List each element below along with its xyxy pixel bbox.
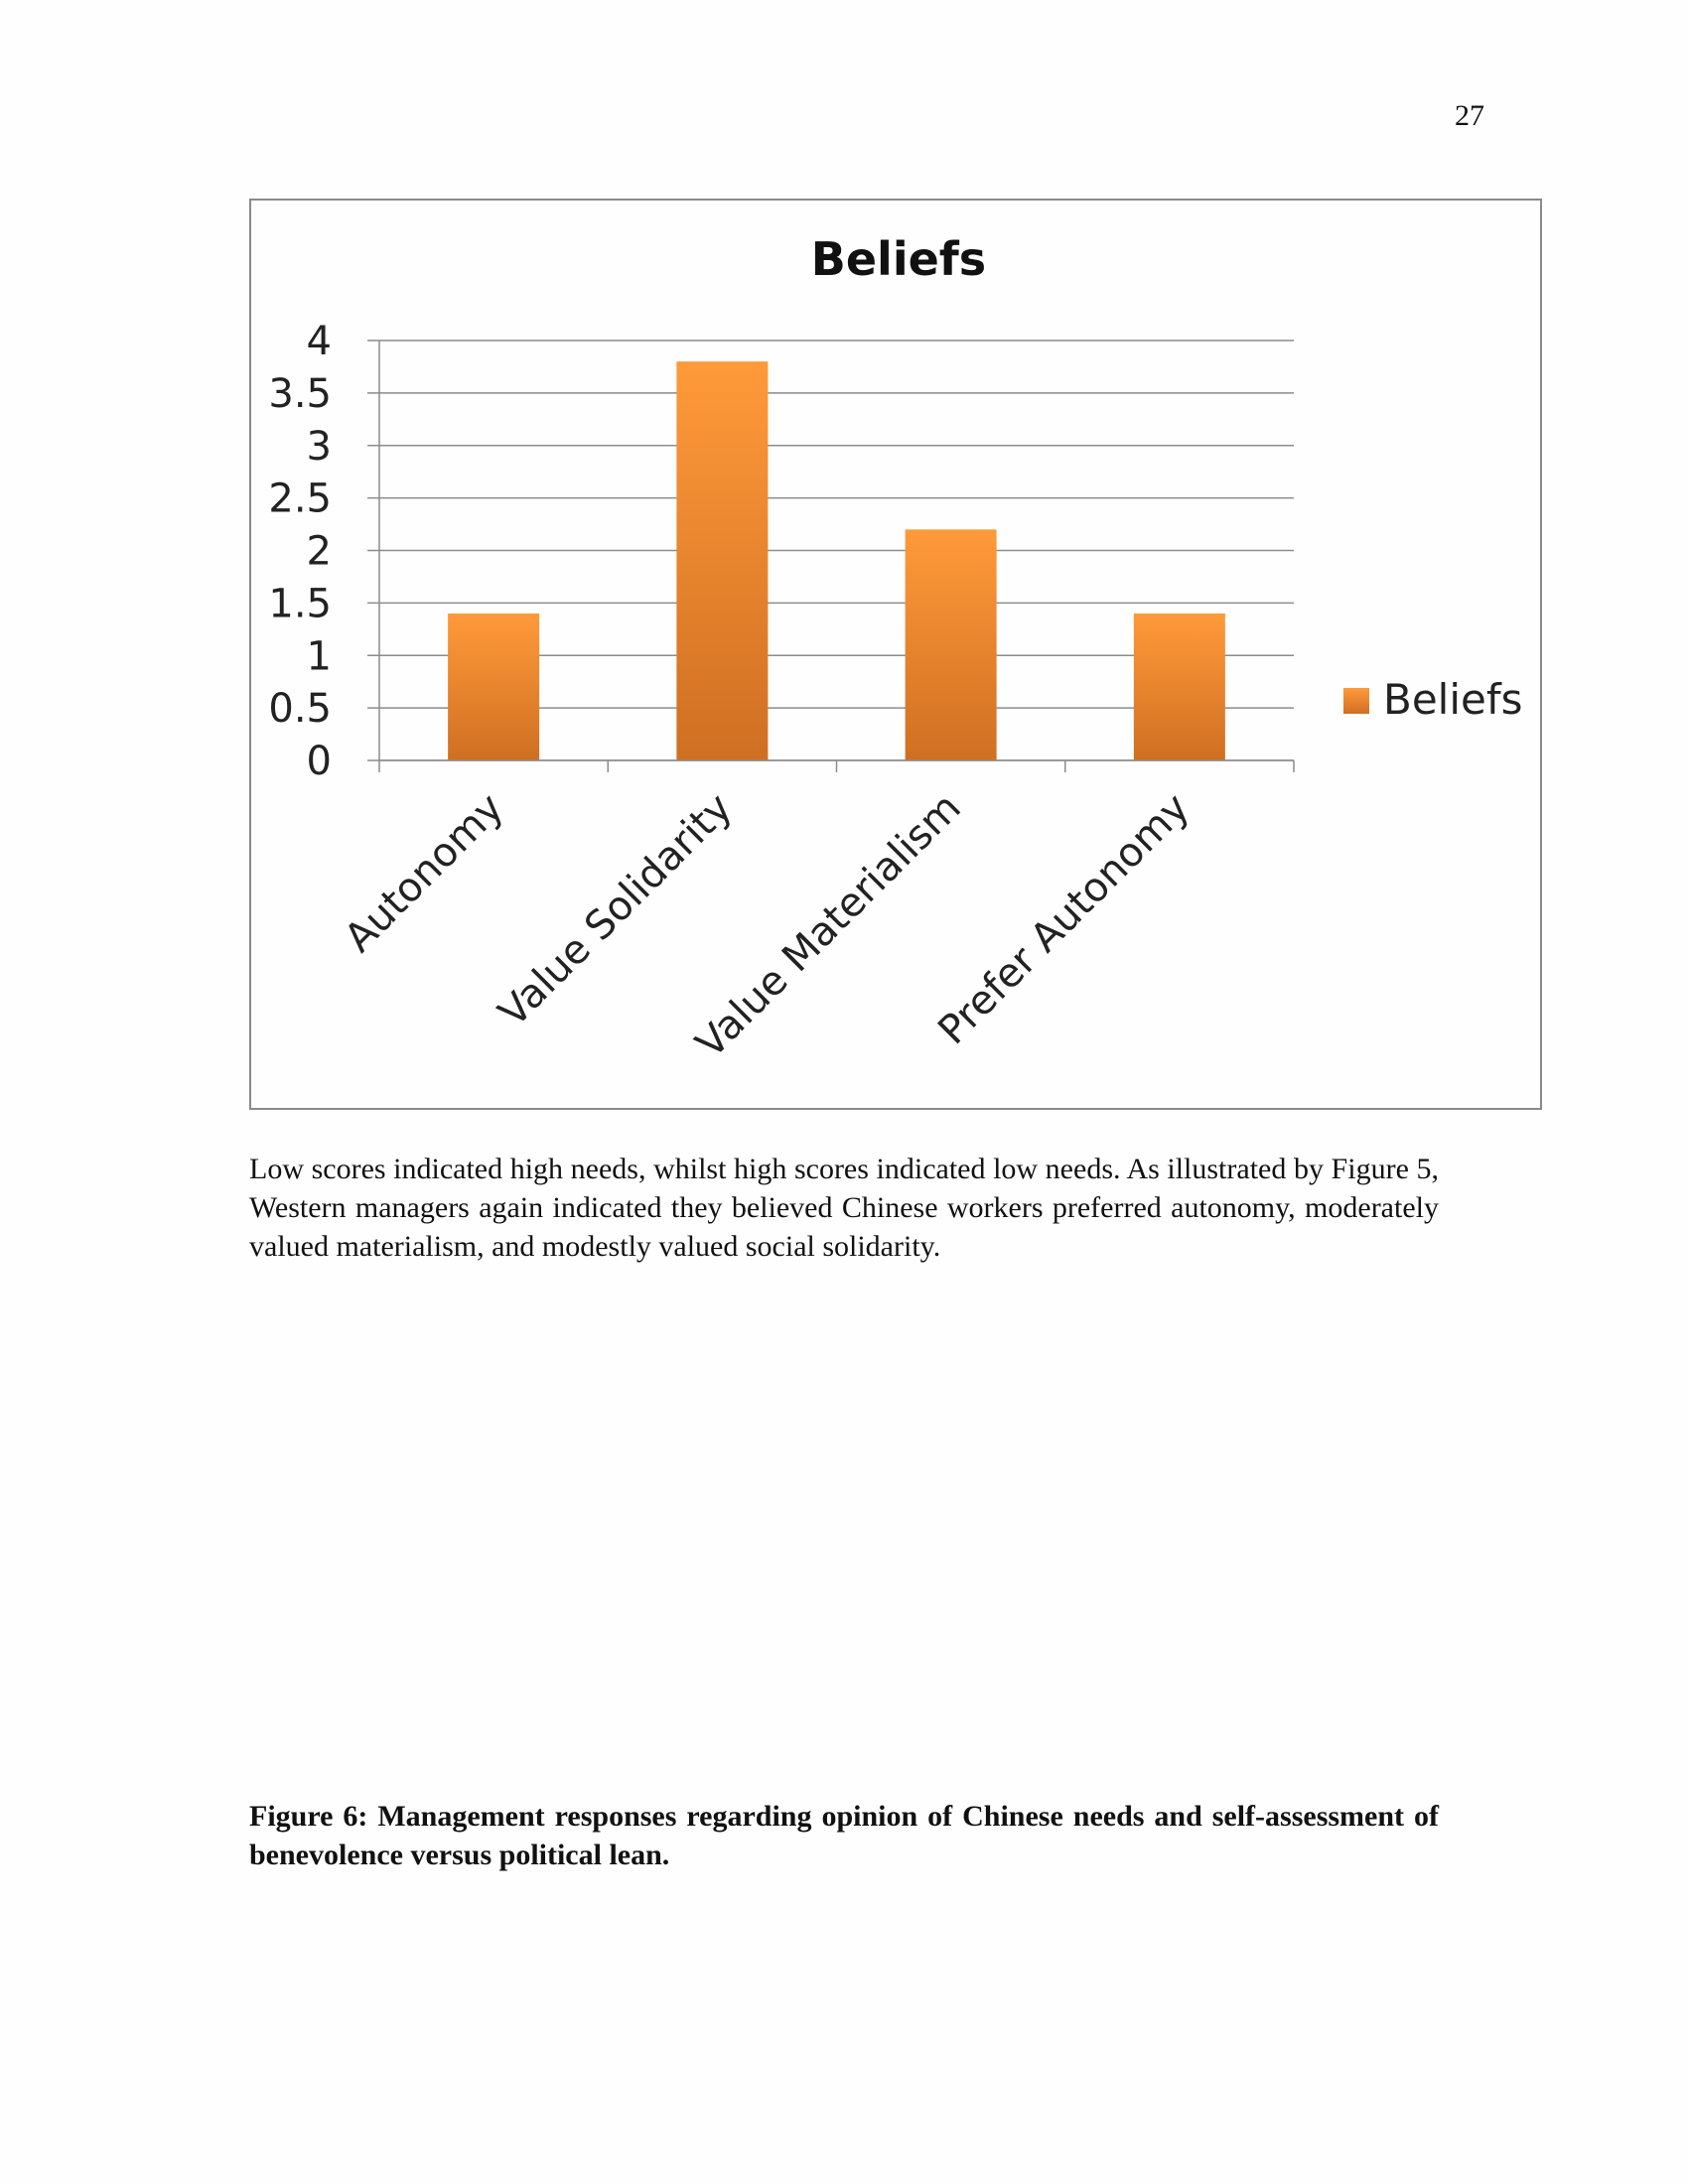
chart-title: Beliefs [810,232,987,286]
legend-label: Beliefs [1383,675,1523,724]
bar-value-solidarity [676,361,768,760]
y-tick-label: 2.5 [268,476,332,522]
y-tick-label: 0.5 [268,686,332,733]
x-category-label: Value Solidarity [490,784,742,1036]
bar-prefer-autonomy [1134,614,1225,760]
x-category-label: Autonomy [336,784,513,962]
y-tick-label: 1 [306,633,332,680]
y-tick-label: 0 [306,739,332,784]
y-tick-label: 2 [306,528,332,575]
bar-autonomy [448,614,539,760]
bar-value-materialism [906,529,997,760]
legend-swatch [1343,688,1369,714]
x-category-label: Prefer Autonomy [929,784,1198,1054]
x-category-label: Value Materialism [687,784,970,1067]
y-tick-label: 3 [306,423,332,470]
beliefs-chart [249,199,1542,1110]
body-paragraph: Low scores indicated high needs, whilst high scores indicated low needs. As illustrated by Figure 5, Western managers again indicated they believed Chinese workers preferred autonomy, moderately valued materialism, and modestly valued social solidarity. [249,1153,1439,1263]
figure-caption: Figure 6: Management responses regarding opinion of Chinese needs and self-assessment of benevolence versus political lean. [249,1800,1439,1871]
page-number: 27 [1455,99,1484,132]
y-tick-label: 3.5 [268,370,332,417]
y-tick-label: 4 [306,319,332,364]
y-tick-label: 1.5 [268,581,332,627]
beliefs-chart-svg [251,201,1540,1108]
